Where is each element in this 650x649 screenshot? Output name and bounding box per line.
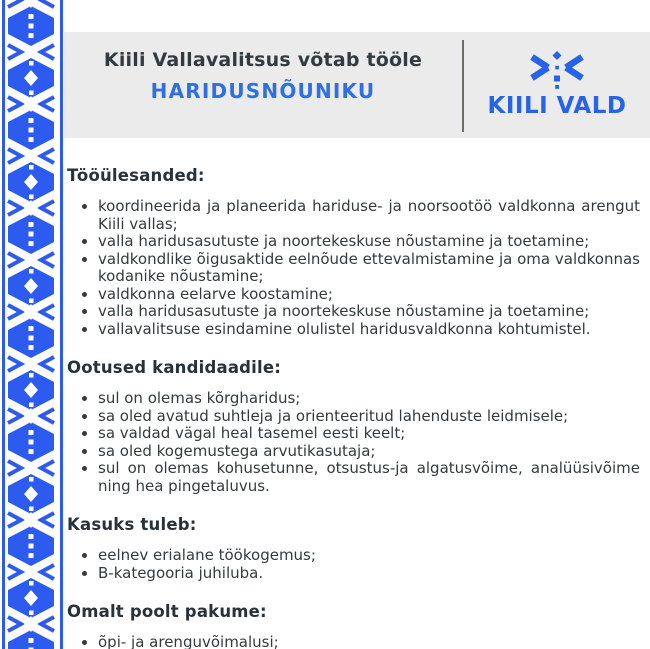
logo-text: KIILI VALD <box>487 93 627 119</box>
list-item: • sa oled kogemustega arvutikasutaja; <box>98 443 640 461</box>
ad-body <box>64 138 650 649</box>
border-line-left <box>2 0 5 649</box>
list-item: • valla haridusasutuste ja noortekeskuse nõustamine ja toetamine; <box>98 303 640 321</box>
belt-pattern-icon <box>7 0 55 649</box>
list-item: • valdkondlike õigusaktide eelnõude ettevalmistamine ja oma valdkonnas kodanike nõustamine; <box>98 251 640 286</box>
section-heading: Kasuks tuleb: <box>67 515 197 534</box>
estonian-belt-pattern <box>7 0 55 649</box>
section-kasuks <box>67 515 640 582</box>
municipality-logo <box>464 32 650 138</box>
section-heading: Tööülesanded: <box>67 166 205 185</box>
list-item: • valdkonna eelarve koostamine; <box>98 286 640 304</box>
bullet-list <box>67 198 640 338</box>
list-item: • B-kategooria juhiluba. <box>98 565 640 583</box>
header-band <box>64 32 650 138</box>
list-item: • eelnev erialane töökogemus; <box>98 547 640 565</box>
job-role-title: HARIDUSNÕUNIKU <box>150 79 376 103</box>
list-item: • valla haridusasutuste ja noortekeskuse nõustamine ja toetamine; <box>98 233 640 251</box>
section-tooulesanded <box>67 166 640 338</box>
announcement-title: Kiili Vallavalitsus võtab tööle <box>103 49 423 71</box>
kiili-vald-logo-icon <box>527 50 587 90</box>
header-titles <box>64 32 462 138</box>
list-item: • sul on olemas kohusetunne, otsustus-ja algatusvõime, analüüsivõime ning hea pingetaluvus. <box>98 460 640 495</box>
bullet-list <box>67 547 640 582</box>
bullet-list <box>67 634 640 649</box>
section-pakume <box>67 602 640 649</box>
list-item: • koordineerida ja planeerida hariduse- ja noorsootöö valdkonna arengut Kiili vallas; <box>98 198 640 233</box>
bullet-list <box>67 390 640 495</box>
list-item: • õpi- ja arenguvõimalusi; <box>98 634 640 649</box>
section-heading: Omalt poolt pakume: <box>67 602 267 621</box>
border-line-right <box>60 0 63 649</box>
content-column <box>64 0 650 649</box>
list-item: • sa oled avatud suhtleja ja orienteeritud lahenduste leidmisele; <box>98 408 640 426</box>
list-item: • vallavalitsuse esindamine olulistel haridusvaldkonna kohtumistel. <box>98 321 640 339</box>
section-heading: Ootused kandidaadile: <box>67 358 282 377</box>
list-item: • sul on olemas kõrgharidus; <box>98 390 640 408</box>
list-item: • sa valdad vägal heal tasemel eesti keelt; <box>98 425 640 443</box>
section-ootused <box>67 358 640 495</box>
